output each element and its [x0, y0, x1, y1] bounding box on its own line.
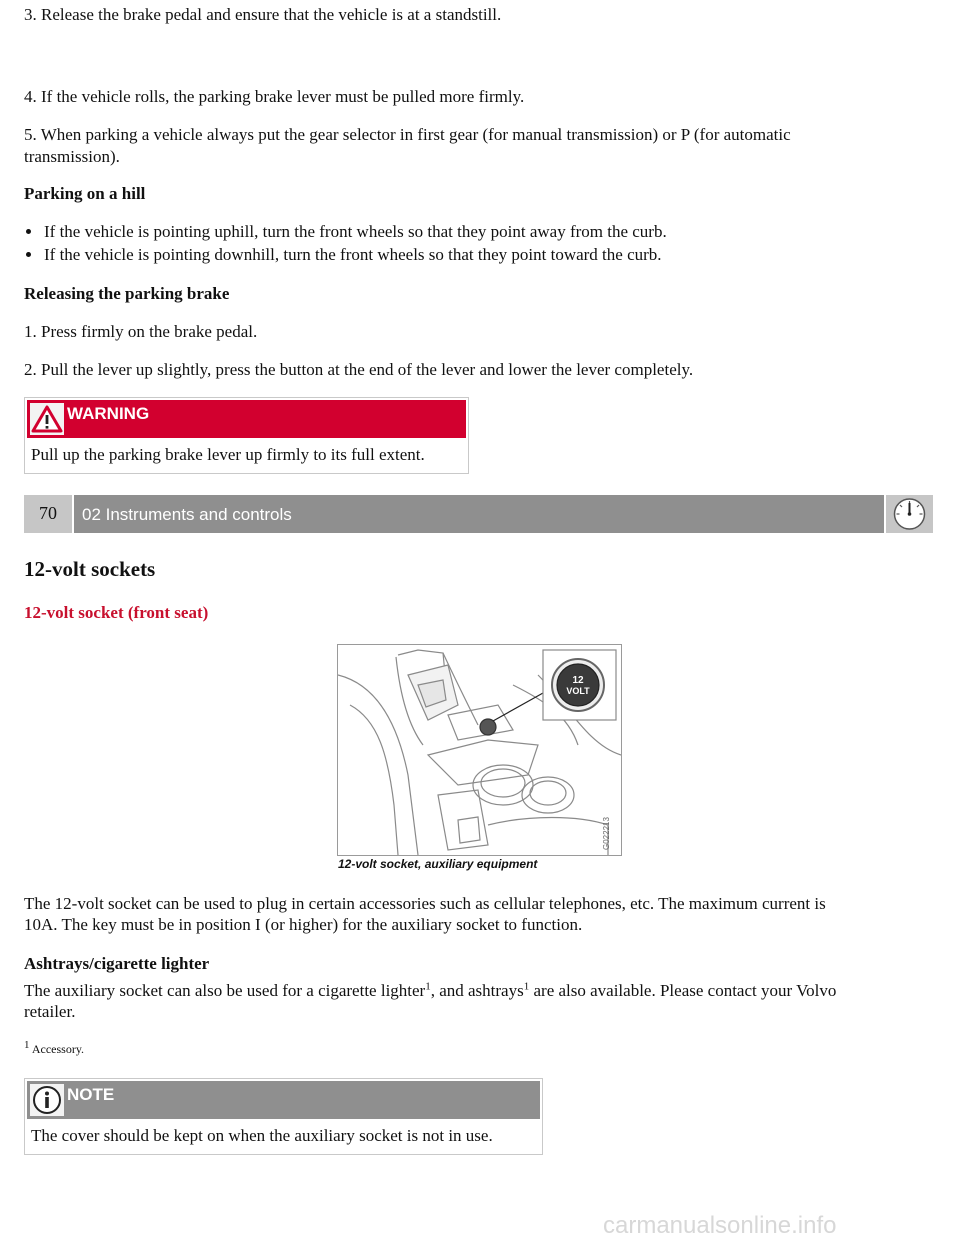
note-header: [27, 1081, 540, 1119]
note-label: NOTE: [67, 1085, 115, 1104]
badge-line2: VOLT: [566, 686, 590, 696]
chapter-band: [24, 495, 933, 533]
sockets-heading: 12-volt sockets: [24, 557, 156, 581]
chapter-title: 02 Instruments and controls: [74, 495, 884, 533]
step-5-text-line2: transmission).: [24, 147, 120, 166]
step-4-text: 4. If the vehicle rolls, the parking brake lever must be pulled more firmly.: [24, 87, 525, 106]
warning-box: [24, 397, 469, 474]
warning-triangle-icon: [30, 403, 64, 440]
figure-code: G022213: [602, 817, 611, 850]
socket-body-line1: The 12-volt socket can be used to plug in certain accessories such as cellular telephones, etc. The maximum current is: [24, 894, 826, 913]
hill-bullet-list: [24, 220, 667, 266]
ashtray-heading: Ashtrays/cigarette lighter: [24, 954, 210, 973]
note-box: [24, 1078, 543, 1155]
badge-line1: 12: [572, 675, 584, 686]
hill-bullet-downhill: If the vehicle is pointing downhill, turn the front wheels so that they point toward the curb.: [24, 243, 667, 266]
gauge-icon: [886, 495, 933, 533]
footnote-ref-1: 1: [425, 980, 431, 993]
warning-header: [27, 400, 466, 438]
ashtray-text-a: The auxiliary socket can also be used for a cigarette lighter: [24, 981, 426, 1000]
info-icon: [30, 1084, 64, 1121]
footnote-mark: 1: [24, 1039, 30, 1051]
warning-text: Pull up the parking brake lever up firmly to its full extent.: [31, 445, 425, 464]
socket-body-line2: 10A. The key must be in position I (or higher) for the auxiliary socket to function.: [24, 915, 583, 934]
hill-bullet-uphill: If the vehicle is pointing uphill, turn the front wheels so that they point away from the curb.: [24, 220, 667, 243]
ashtray-body-line1: [24, 980, 836, 1001]
release-step-1: 1. Press firmly on the brake pedal.: [24, 322, 258, 341]
ashtray-text-b: , and ashtrays: [430, 981, 524, 1000]
ashtray-text-c: are also available. Please contact your Volvo: [529, 981, 837, 1000]
watermark: carmanualsonline.info: [603, 1212, 837, 1239]
page-number: 70: [24, 495, 72, 533]
step-3-text: 3. Release the brake pedal and ensure that the vehicle is at a standstill.: [24, 5, 502, 24]
hill-heading: Parking on a hill: [24, 184, 146, 203]
figure-caption: 12-volt socket, auxiliary equipment: [338, 857, 538, 871]
socket-illustration: [337, 644, 622, 856]
footnote-text: Accessory.: [29, 1042, 85, 1056]
note-text: The cover should be kept on when the auxiliary socket is not in use.: [31, 1126, 493, 1145]
footnote: [24, 1039, 85, 1057]
step-5-text-line1: 5. When parking a vehicle always put the gear selector in first gear (for manual transmission) or P (for automatic: [24, 125, 791, 144]
warning-label: WARNING: [67, 404, 150, 423]
footnote-ref-2: 1: [523, 980, 530, 993]
ashtray-body-line2: retailer.: [24, 1002, 76, 1021]
release-step-2: 2. Pull the lever up slightly, press the button at the end of the lever and lower the lever completely.: [24, 360, 694, 379]
front-socket-subheading: 12-volt socket (front seat): [24, 603, 209, 622]
release-heading: Releasing the parking brake: [24, 284, 230, 303]
